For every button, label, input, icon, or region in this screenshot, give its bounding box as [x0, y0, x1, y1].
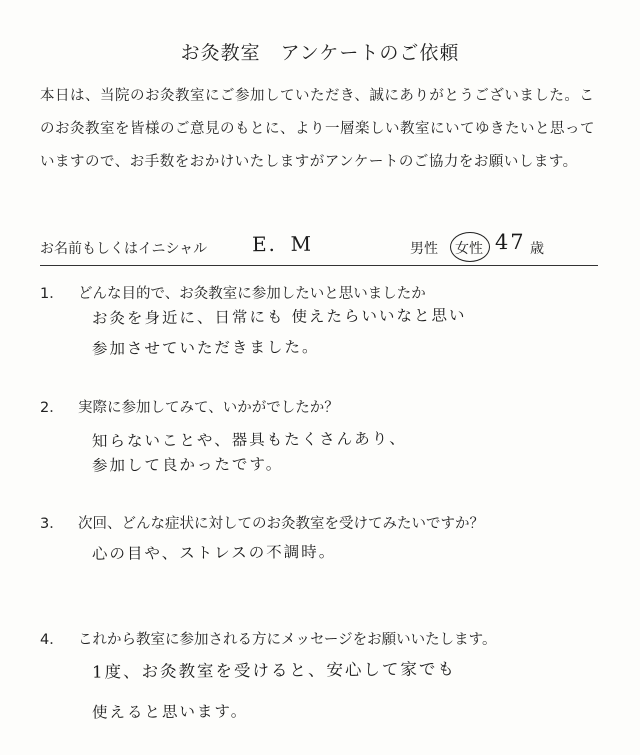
document-title: お灸教室 アンケートのご依頼: [180, 42, 460, 64]
question-2: 2． 実際に参加してみて、いかがでしたか？: [40, 400, 339, 416]
question-4: 4． これから教室に参加される方にメッセージをお願いいたします。: [40, 632, 497, 648]
age-value: 47: [494, 229, 526, 255]
question-3: 3． 次回、どんな症状に対してのお灸教室を受けてみたいですか？: [40, 516, 484, 532]
intro-line-2: のお灸教室を皆様のご意見のもとに、より一層楽しい教室にいてゆきたいと思って: [40, 121, 595, 137]
age-label: 歳: [530, 241, 544, 257]
answer-1-line-1: お灸を身近に、日常にも 使えたらいいなと思い: [91, 306, 467, 328]
answer-4-line-2: 使えると思います。: [91, 702, 249, 722]
question-1: 1． どんな目的で、お灸教室に参加したいと思いましたか: [40, 286, 426, 302]
answer-2-line-2: 参加して良かったです。: [91, 455, 284, 475]
female-label: 女性: [455, 241, 483, 257]
name-value: E．M: [251, 231, 314, 257]
male-label: 男性: [410, 241, 438, 257]
female-selected-circle: [450, 232, 490, 262]
answer-4-line-1: 1度、お灸教室を受けると、安心して家でも: [91, 659, 457, 682]
intro-line-1: 本日は、当院のお灸教室にご参加していただき、誠にありがとうございました。こ: [40, 88, 595, 104]
intro-line-3: いますので、お手数をおかけいたしますがアンケートのご協力をお願いします。: [40, 154, 578, 170]
answer-1-line-2: 参加させていただきました。: [91, 338, 320, 358]
answer-3-line-1: 心の目や、ストレスの不調時。: [91, 542, 337, 564]
name-underline: [40, 265, 598, 266]
name-label: お名前もしくはイニシャル: [40, 241, 208, 257]
answer-2-line-1: 知らないことや、器具もたくさんあり、: [91, 429, 407, 451]
